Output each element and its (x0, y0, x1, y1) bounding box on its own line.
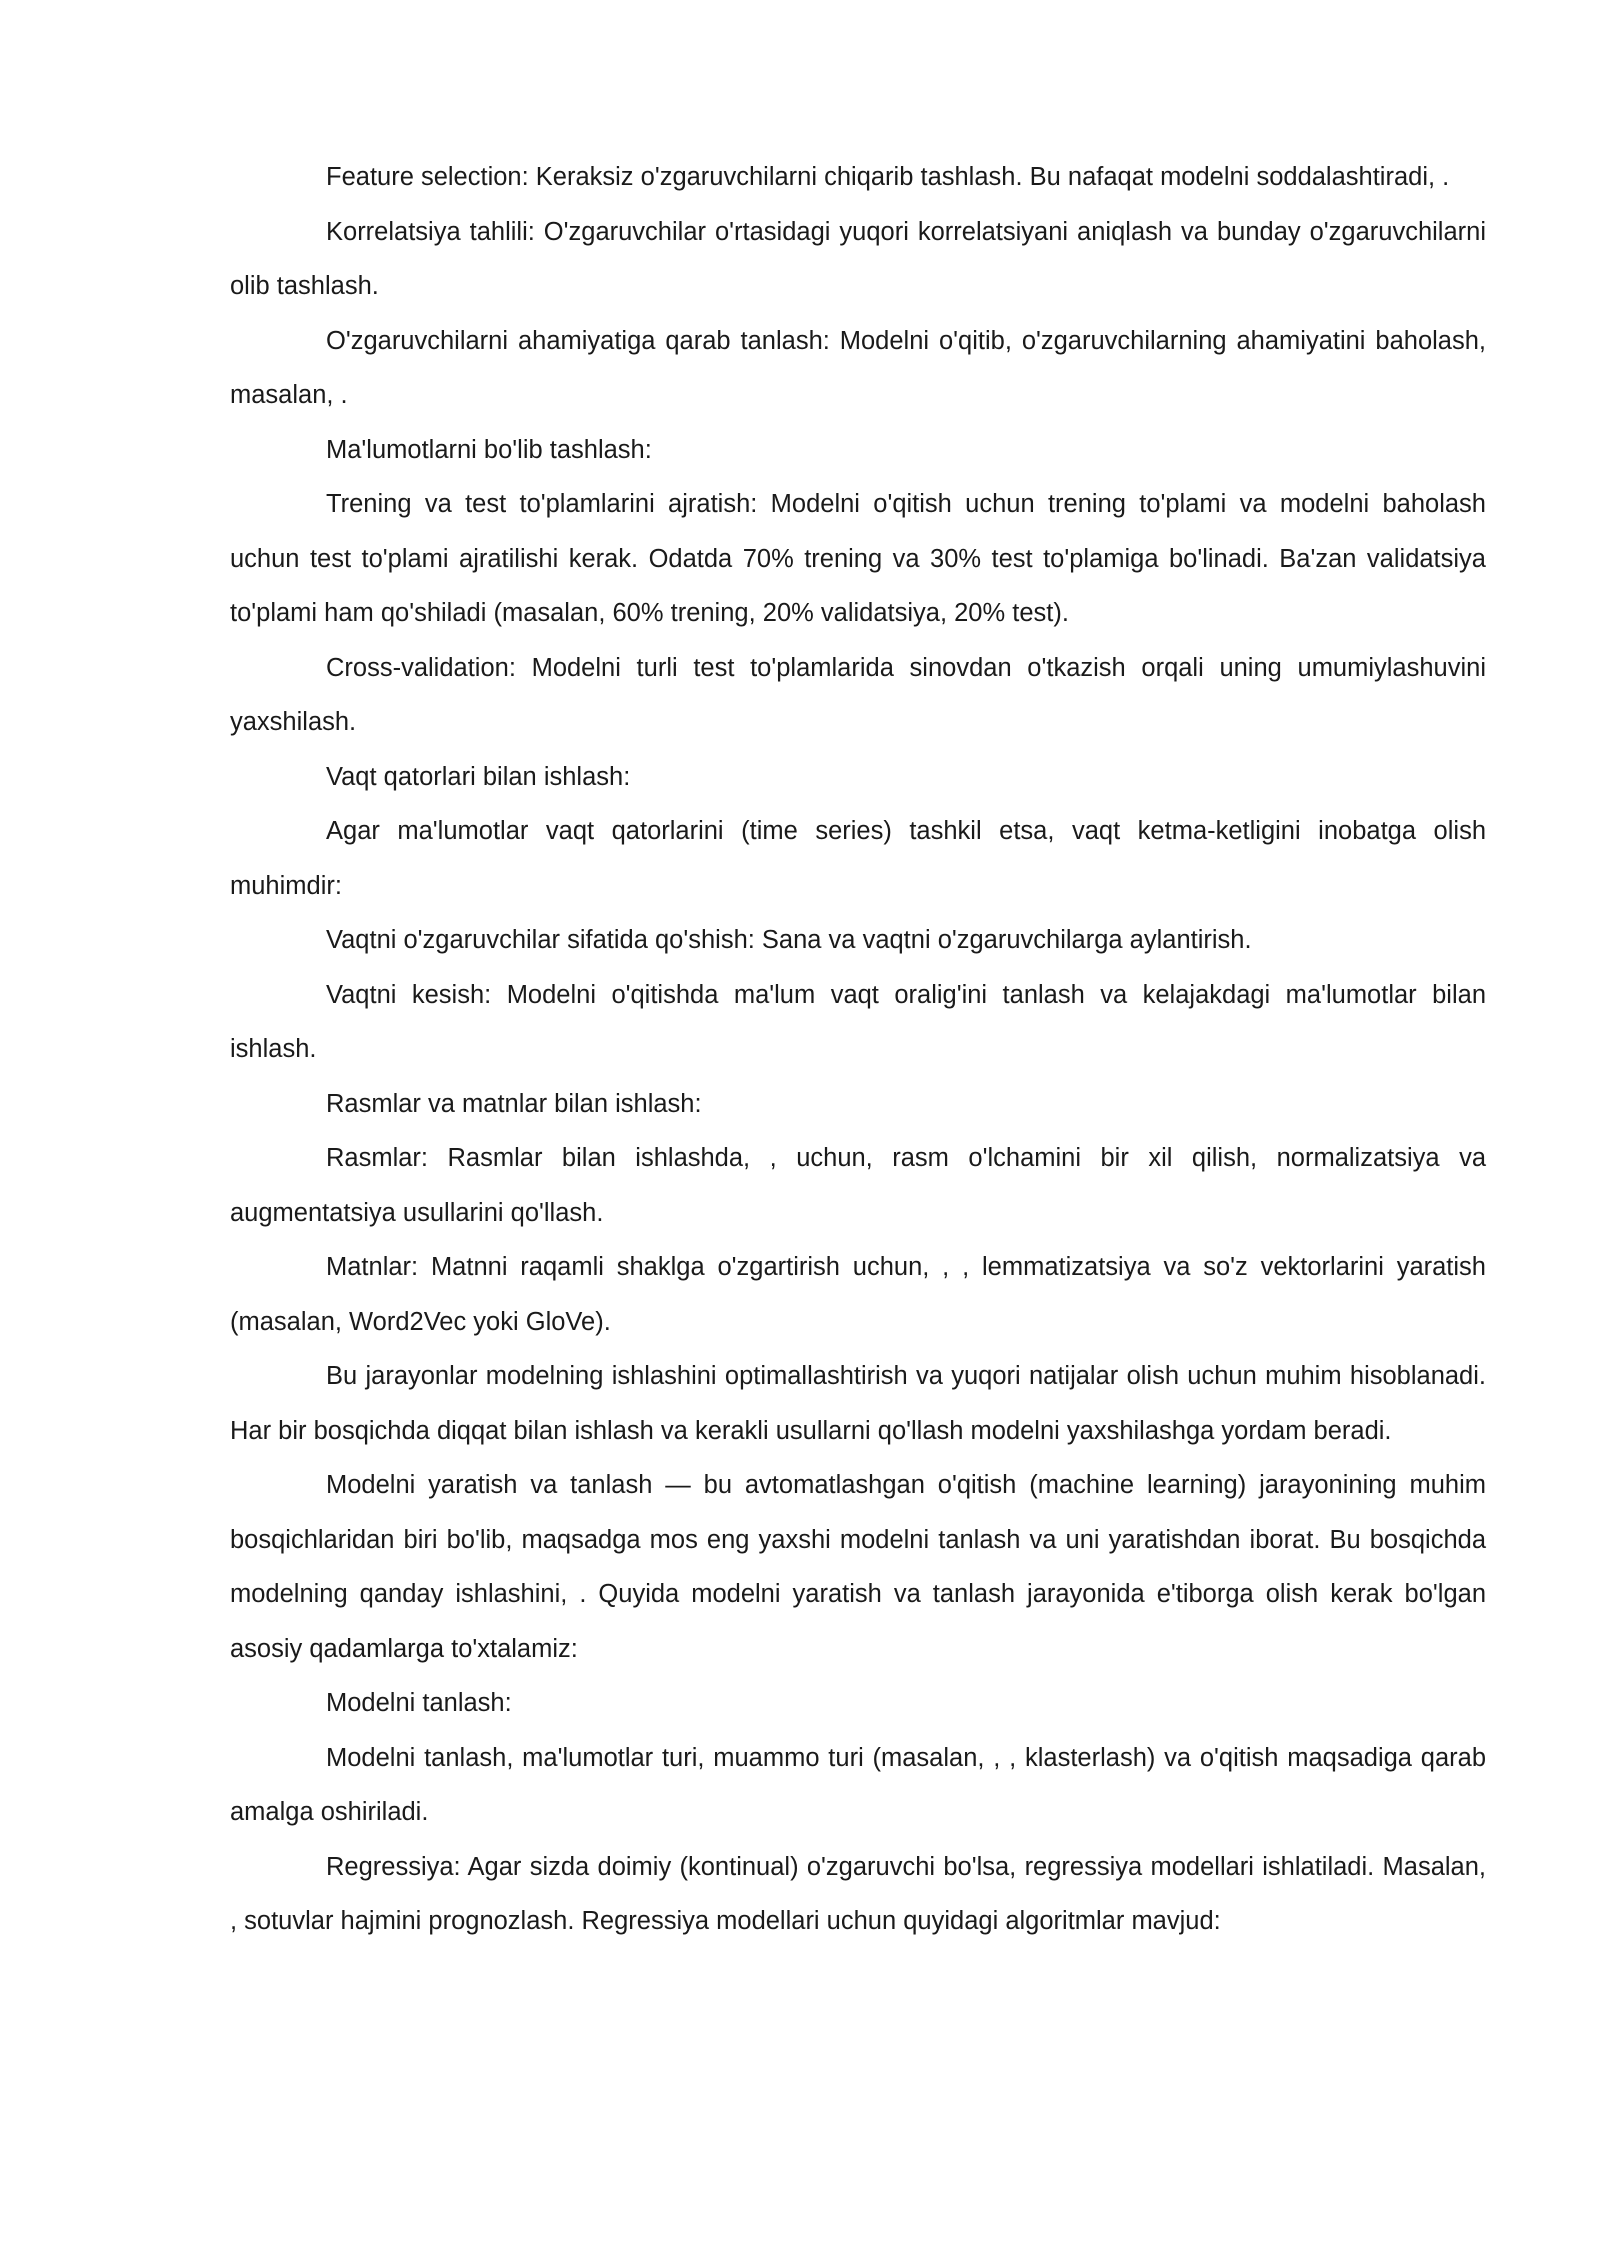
paragraph-jarayonlar: Bu jarayonlar modelning ishlashini optimallashtirish va yuqori natijalar olish uchun muhim hisoblanadi. Har bir bosqichda diqqat bilan ishlash va kerakli usullarni qo'llash modelni yaxshilashga yordam beradi. (230, 1362, 1486, 1445)
paragraph-heading-bolib-tashlash: Ma'lumotlarni bo'lib tashlash: (326, 435, 652, 464)
document-body (230, 150, 1486, 1949)
paragraph-heading-vaqt-qatorlari: Vaqt qatorlari bilan ishlash: (326, 762, 631, 791)
paragraph-time-series: Agar ma'lumotlar vaqt qatorlarini (time series) tashkil etsa, vaqt ketma-ketligini inobatga olish muhimdir: (230, 817, 1486, 900)
paragraph-vaqtni-kesish: Vaqtni kesish: Modelni o'qitishda ma'lum vaqt oralig'ini tanlash va kelajakdagi ma'lumotlar bilan ishlash. (230, 980, 1486, 1063)
paragraph-trening-test: Trening va test to'plamlarini ajratish: Modelni o'qitish uchun trening to'plami va modelni baholash uchun test to'plami ajratilishi kerak. Odatda 70% trening va 30% test to'plamiga bo'linadi. Ba'zan validatsiya to'plami ham qo'shiladi (masalan, 60% trening, 20% validatsiya, 20% test). (230, 490, 1486, 627)
paragraph-heading-rasmlar-matnlar: Rasmlar va matnlar bilan ishlash: (326, 1089, 702, 1118)
paragraph-matnlar: Matnlar: Matnni raqamli shaklga o'zgartirish uchun, , , lemmatizatsiya va so'z vektorlarini yaratish (masalan, Word2Vec yoki GloVe). (230, 1253, 1486, 1336)
paragraph-modelni-yaratish: Modelni yaratish va tanlash — bu avtomatlashgan o'qitish (machine learning) jarayonining muhim bosqichlaridan biri bo'lib, maqsadga mos eng yaxshi modelni tanlash va uni yaratishdan iborat. Bu bosqichda modelning qanday ishlashini, . Quyida modelni yaratish va tanlash jarayonida e'tiborga olish kerak bo'lgan asosiy qadamlarga to'xtalamiz: (230, 1471, 1486, 1663)
paragraph-regressiya: Regressiya: Agar sizda doimiy (kontinual) o'zgaruvchi bo'lsa, regressiya modellari ishlatiladi. Masalan, , sotuvlar hajmini prognozlash. Regressiya modellari uchun quyidagi algoritmlar mavjud: (230, 1852, 1486, 1935)
paragraph-vaqtni-qoshish: Vaqtni o'zgaruvchilar sifatida qo'shish: Sana va vaqtni o'zgaruvchilarga aylantirish. (326, 926, 1252, 954)
paragraph-korrelatsiya: Korrelatsiya tahlili: O'zgaruvchilar o'rtasidagi yuqori korrelatsiyani aniqlash va bunday o'zgaruvchilarni olib tashlash. (230, 217, 1486, 300)
paragraph-ahamiyat: O'zgaruvchilarni ahamiyatiga qarab tanlash: Modelni o'qitib, o'zgaruvchilarning ahamiyatini baholash, masalan, . (230, 326, 1486, 409)
paragraph-modelni-tanlash: Modelni tanlash, ma'lumotlar turi, muammo turi (masalan, , , klasterlash) va o'qitish maqsadiga qarab amalga oshiriladi. (230, 1743, 1486, 1826)
paragraph-feature-selection: Feature selection: Keraksiz o'zgaruvchilarni chiqarib tashlash. Bu nafaqat modelni soddalashtiradi, . (326, 163, 1450, 191)
paragraph-rasmlar: Rasmlar: Rasmlar bilan ishlashda, , uchun, rasm o'lchamini bir xil qilish, normalizatsiya va augmentatsiya usullarini qo'llash. (230, 1144, 1486, 1227)
paragraph-heading-modelni-tanlash: Modelni tanlash: (326, 1689, 512, 1717)
paragraph-cross-validation: Cross-validation: Modelni turli test to'plamlarida sinovdan o'tkazish orqali uning umumiylashuvini yaxshilash. (230, 653, 1486, 736)
